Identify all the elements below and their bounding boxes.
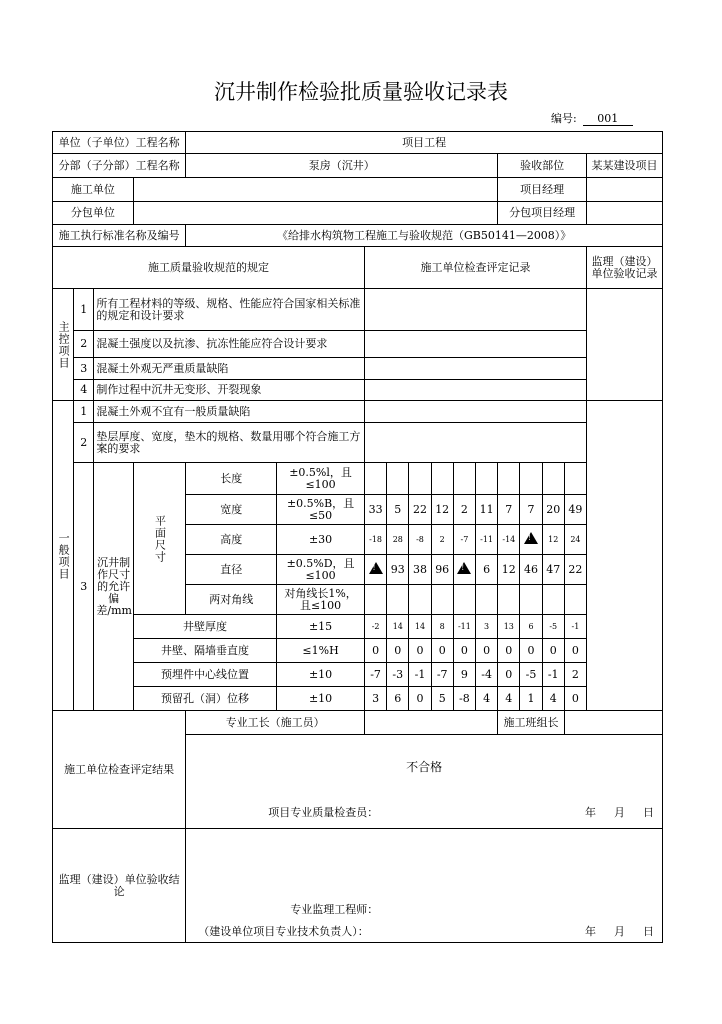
main-item-no: 4 — [74, 380, 94, 401]
dim-value — [364, 555, 386, 585]
group3-label: 沉井制作尺寸的允许偏差/mm — [94, 463, 133, 711]
team-leader-value — [564, 711, 662, 735]
dim-name: 直径 — [186, 555, 277, 585]
other-item-value: -1 — [409, 663, 431, 687]
general-item-no: 1 — [74, 401, 94, 423]
sub-name-label: 分部（子分部）工程名称 — [53, 154, 186, 178]
dim-value — [476, 463, 498, 495]
warning-triangle-icon: ! — [457, 562, 471, 574]
other-item-value: -1 — [564, 615, 586, 639]
main-items-label: 主控项目 — [53, 289, 74, 401]
dim-value — [542, 463, 564, 495]
dim-value: 7 — [520, 495, 542, 525]
other-item-value: 3 — [476, 615, 498, 639]
dim-value: 93 — [387, 555, 409, 585]
group3-no: 3 — [74, 463, 94, 711]
other-item-value: -7 — [364, 663, 386, 687]
general-item-record — [364, 401, 586, 423]
other-item-tolerance: ±15 — [277, 615, 365, 639]
other-item-value: 0 — [542, 639, 564, 663]
supervision-conclusion-label: 监理（建设）单位验收结论 — [53, 829, 186, 943]
dim-value — [431, 463, 453, 495]
sub-name-value: 泵房（沉井） — [186, 154, 498, 178]
dim-value: 22 — [409, 495, 431, 525]
dim-value: 47 — [542, 555, 564, 585]
dim-value — [564, 585, 586, 615]
dim-value: 22 — [564, 555, 586, 585]
dim-value — [387, 463, 409, 495]
dim-value — [453, 585, 475, 615]
other-item-value: -3 — [387, 663, 409, 687]
other-item-value: 0 — [476, 639, 498, 663]
dim-value — [453, 463, 475, 495]
other-item-value: -11 — [453, 615, 475, 639]
check-result-value: 不合格 — [186, 735, 663, 799]
dim-value — [520, 463, 542, 495]
other-item-tolerance: ±10 — [277, 687, 365, 711]
other-item-value: 0 — [498, 639, 520, 663]
main-item-no: 3 — [74, 358, 94, 380]
other-item-value: 14 — [387, 615, 409, 639]
team-leader-label: 施工班组长 — [498, 711, 565, 735]
general-item-text: 垫层厚度、宽度，垫木的规格、数量用哪个符合施工方案的要求 — [94, 423, 365, 463]
pm-label: 项目经理 — [498, 178, 587, 202]
dim-name: 高度 — [186, 525, 277, 555]
dim-value: 96 — [431, 555, 453, 585]
dim-value: 38 — [409, 555, 431, 585]
serial-value: 001 — [583, 112, 633, 126]
dim-name: 宽度 — [186, 495, 277, 525]
other-item-value: 0 — [498, 663, 520, 687]
other-item-value: 5 — [431, 687, 453, 711]
main-items-supervision — [587, 289, 663, 401]
dim-value: 28 — [387, 525, 409, 555]
dim-value — [364, 585, 386, 615]
foreman-label: 专业工长（施工员） — [186, 711, 365, 735]
sub-pm-label: 分包项目经理 — [498, 202, 587, 225]
day-label: 日 — [643, 806, 654, 820]
dim-value — [409, 463, 431, 495]
accept-part-value: 某某建设项目 — [587, 154, 663, 178]
dim-tolerance: ±0.5%l，且≤100 — [277, 463, 365, 495]
dim-value — [498, 463, 520, 495]
other-item-value: -4 — [476, 663, 498, 687]
dim-tolerance: ±0.5%B，且≤50 — [277, 495, 365, 525]
general-items-label: 一般项目 — [53, 401, 74, 711]
dim-value — [520, 525, 542, 555]
dim-value: -18 — [364, 525, 386, 555]
main-item-text: 混凝土外观无严重质量缺陷 — [94, 358, 365, 380]
owner-label: （建设单位项目专业技术负责人）： — [198, 925, 369, 938]
dim-value: -7 — [453, 525, 475, 555]
other-item-value: 4 — [542, 687, 564, 711]
warning-triangle-icon: ! — [369, 562, 383, 574]
other-item-value: 0 — [431, 639, 453, 663]
sub-pm-value — [587, 202, 663, 225]
other-item-tolerance: ≤1%H — [277, 639, 365, 663]
main-item-record — [364, 358, 586, 380]
dim-value: 33 — [364, 495, 386, 525]
other-item-value: 14 — [409, 615, 431, 639]
serial-number — [551, 110, 633, 126]
dim-value: 2 — [453, 495, 475, 525]
month-label: 月 — [614, 925, 625, 938]
dim-name: 长度 — [186, 463, 277, 495]
warning-triangle-icon: ! — [524, 532, 538, 544]
unit-name-value: 项目工程 — [186, 132, 663, 154]
main-item-record — [364, 289, 586, 331]
other-item-value: -7 — [431, 663, 453, 687]
dim-value — [476, 585, 498, 615]
other-item-name: 井壁厚度 — [133, 615, 276, 639]
inspector-label: 项目专业质量检查员： — [268, 806, 379, 820]
foreman-value — [364, 711, 497, 735]
general-item-no: 2 — [74, 423, 94, 463]
other-item-value: 6 — [387, 687, 409, 711]
pm-value — [587, 178, 663, 202]
other-item-value: 0 — [387, 639, 409, 663]
other-item-value: -1 — [542, 663, 564, 687]
main-item-record — [364, 331, 586, 358]
dim-value: -14 — [498, 525, 520, 555]
dim-value: 5 — [387, 495, 409, 525]
other-item-value: 4 — [498, 687, 520, 711]
constructor-label: 施工单位 — [53, 178, 134, 202]
dim-value: 12 — [431, 495, 453, 525]
month-label: 月 — [614, 806, 625, 820]
dim-value: 7 — [498, 495, 520, 525]
main-item-no: 2 — [74, 331, 94, 358]
year-label: 年 — [585, 925, 596, 938]
other-item-value: 0 — [453, 639, 475, 663]
form-title: 沉井制作检验批质量验收记录表 — [214, 80, 508, 104]
main-item-record — [364, 380, 586, 401]
other-item-value: -8 — [453, 687, 475, 711]
other-item-value: 0 — [564, 639, 586, 663]
main-item-no: 1 — [74, 289, 94, 331]
dim-value — [364, 463, 386, 495]
dim-tolerance: ±30 — [277, 525, 365, 555]
main-item-text: 制作过程中沉井无变形、开裂现象 — [94, 380, 365, 401]
supervisor-label: 专业监理工程师： — [290, 903, 379, 916]
other-item-tolerance: ±10 — [277, 663, 365, 687]
other-item-value: -5 — [542, 615, 564, 639]
dim-value — [387, 585, 409, 615]
plane-size-label: 平面尺寸 — [133, 463, 186, 615]
dim-value: 46 — [520, 555, 542, 585]
other-item-value: 0 — [409, 687, 431, 711]
dim-value: 12 — [498, 555, 520, 585]
other-item-value: 0 — [409, 639, 431, 663]
standard-value: 《给排水构筑物工程施工与验收规范（GB50141—2008）》 — [186, 225, 663, 247]
other-item-value: 0 — [564, 687, 586, 711]
other-item-name: 井壁、隔墙垂直度 — [133, 639, 276, 663]
dim-value — [409, 585, 431, 615]
main-item-text: 混凝土强度以及抗渗、抗冻性能应符合设计要求 — [94, 331, 365, 358]
dim-value: 12 — [542, 525, 564, 555]
dim-value: -8 — [409, 525, 431, 555]
constructor-value — [133, 178, 497, 202]
check-header: 施工单位检查评定记录 — [364, 247, 586, 289]
general-items-supervision — [587, 401, 663, 711]
other-item-value: 0 — [520, 639, 542, 663]
dim-value: 20 — [542, 495, 564, 525]
dim-value: 6 — [476, 555, 498, 585]
check-result-label: 施工单位检查评定结果 — [53, 711, 186, 829]
supervision-header: 监理（建设）单位验收记录 — [587, 247, 663, 289]
serial-label: 编号: — [551, 112, 577, 125]
other-item-value: -5 — [520, 663, 542, 687]
subcontractor-value — [133, 202, 497, 225]
other-item-value: 9 — [453, 663, 475, 687]
general-item-record — [364, 423, 586, 463]
supervision-date — [585, 926, 660, 938]
other-item-value: -2 — [364, 615, 386, 639]
other-item-name: 预埋件中心线位置 — [133, 663, 276, 687]
other-item-value: 6 — [520, 615, 542, 639]
dim-value — [453, 555, 475, 585]
other-item-value: 1 — [520, 687, 542, 711]
other-item-value: 3 — [364, 687, 386, 711]
other-item-name: 预留孔（洞）位移 — [133, 687, 276, 711]
dim-tolerance: 对角线长1%，且≤100 — [277, 585, 365, 615]
dim-tolerance: ±0.5%D，且≤100 — [277, 555, 365, 585]
check-date — [585, 807, 660, 819]
unit-name-label: 单位（子单位）工程名称 — [53, 132, 186, 154]
year-label: 年 — [585, 806, 596, 820]
dim-value — [542, 585, 564, 615]
dim-value: 49 — [564, 495, 586, 525]
general-item-text: 混凝土外观不宜有一般质量缺陷 — [94, 401, 365, 423]
accept-part-label: 验收部位 — [498, 154, 587, 178]
dim-value — [564, 463, 586, 495]
spec-header: 施工质量验收规范的规定 — [53, 247, 365, 289]
other-item-value: 2 — [564, 663, 586, 687]
dim-value: 2 — [431, 525, 453, 555]
other-item-value: 13 — [498, 615, 520, 639]
dim-value — [431, 585, 453, 615]
supervision-conclusion — [186, 829, 663, 943]
other-item-value: 0 — [364, 639, 386, 663]
day-label: 日 — [643, 925, 654, 938]
standard-label: 施工执行标准名称及编号 — [53, 225, 186, 247]
dim-value: 11 — [476, 495, 498, 525]
other-item-value: 4 — [476, 687, 498, 711]
dim-value — [498, 585, 520, 615]
other-item-value: 8 — [431, 615, 453, 639]
dim-value: -11 — [476, 525, 498, 555]
main-item-text: 所有工程材料的等级、规格、性能应符合国家相关标准的规定和设计要求 — [94, 289, 365, 331]
dim-value: 24 — [564, 525, 586, 555]
subcontractor-label: 分包单位 — [53, 202, 134, 225]
inspection-table — [52, 131, 663, 943]
dim-value — [520, 585, 542, 615]
inspector-row — [186, 799, 663, 829]
dim-name: 两对角线 — [186, 585, 277, 615]
